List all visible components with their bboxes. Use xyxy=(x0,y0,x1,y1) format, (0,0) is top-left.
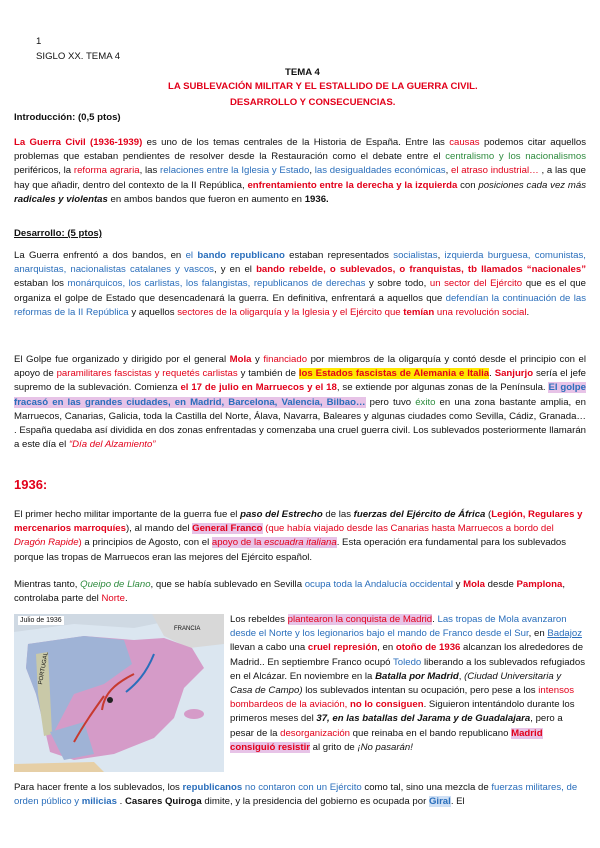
title-line-1: LA SUBLEVACIÓN MILITAR Y EL ESTALLIDO DE LA GUERRA CIVIL. xyxy=(168,81,478,92)
page-number: 1 xyxy=(36,36,42,47)
intro-heading: Introducción: (0,5 ptos) xyxy=(14,112,121,123)
map-date-label: Julio de 1936 xyxy=(20,617,62,624)
map-label-france: FRANCIA xyxy=(174,626,201,632)
desarrollo-paragraph-1: La Guerra enfrentó a dos bandos, en el bando republicano estaban representados socialistas, izquierda burguesa, comunistas, anarquistas, nacionalistas catalanes y vascos, y en el bando rebelde, o sublevados, o franquistas, tb llamados “nacionales” estaban los monárquicos, los carlistas, los falangistas, republicanos de derechas y sobre todo, un sector del Ejército que es el que organiza el golpe de Estado que desencadenará la guerra. En definitiva, enfrentará a aquellos que defendían la continuación de las reformas de la II República y aquellos sectores de la oligarquía y la Iglesia y el Ejército que temían una revolución social. xyxy=(14,250,586,318)
year-heading: 1936: xyxy=(14,477,48,492)
map-graphic xyxy=(14,614,224,772)
title-line-2: DESARROLLO Y CONSECUENCIAS. xyxy=(230,97,396,108)
paragraph-madrid: Los rebeldes plantearon la conquista de Madrid. Las tropas de Mola avanzaron desde el Norte y los legionarios bajo el mando de Franco desde el Sur, en Badajoz llevan a cabo una cruel represión, en otoño de 1936 alcanzan los alrededores de Madrid.. En septiembre Franco ocupó Toledo liberando a los sublevados refugiados en el Alcázar. En noviembre en la Batalla por Madrid, (Ciudad Universitaria y Casa de Campo) los sublevados intentan su ocupación, pero pese a los intensos bombardeos de la aviación, no lo consiguen. Siguieron intentándolo durante los primeros meses del 37, en las batallas del Jarama y de Guadalajara, pero a pesar de la desorganización que reinaba en el bando republicano Madrid consiguió resistir al grito de ¡No pasarán! xyxy=(230,614,586,753)
map-label-portugal: PORTUGAL xyxy=(38,651,50,686)
intro-paragraph: La Guerra Civil (1936-1939) es uno de los temas centrales de la Historia de España. Entre las causas podemos citar aquellos problemas que estaban pendientes de resolver desde la Restauración como el debate entre el centralismo y los nacionalismos periféricos, la reforma agraria, las relaciones entre la Iglesia y Estado, las desigualdades económicas, el atraso industrial… , a las que hay que añadir, dentro del contexto de la II República, enfrentamiento entre la derecha y la izquierda con posiciones cada vez más radicales y violentas en ambos bandos que fueron en aumento en 1936. xyxy=(14,137,587,205)
civil-war-map xyxy=(14,614,224,772)
tema-label: TEMA 4 xyxy=(285,67,320,78)
desarrollo-heading: Desarrollo: (5 ptos) xyxy=(14,228,102,239)
paragraph-republicanos: Para hacer frente a los sublevados, los republicanos no contaron con un Ejército como tal, sino una mezcla de fuerzas militares, de orden público y milicias . Casares Quiroga dimite, y la presidencia del gobierno es ocupada por Giral. El xyxy=(14,782,578,808)
paragraph-queipo: Mientras tanto, Queipo de Llano, que se había sublevado en Sevilla ocupa toda la Andalucía occidental y Mola desde Pamplona, controlaba parte del Norte. xyxy=(14,579,565,605)
page-subtitle: SIGLO XX. TEMA 4 xyxy=(36,51,121,62)
paragraph-1936: El primer hecho militar importante de la guerra fue el paso del Estrecho de las fuerzas del Ejército de África (Legión, Regulares y mercenarios marroquíes), al mando del General Franco (que había viajado desde las Canarias hasta Marruecos a bordo del Dragón Rapide) a principios de Agosto, con el apoyo de la escuadra italiana. Esta operación era fundamental para los sublevados porque las tropas de Marruecos eran las mejores del Ejército español. xyxy=(14,509,583,563)
desarrollo-paragraph-2: El Golpe fue organizado y dirigido por el general Mola y financiado por miembros de la oligarquía y contó desde el principio con el apoyo de paramilitares fascistas y requetés carlistas y también de los Estados fascistas de Alemania e Italia. Sanjurjo sería el jefe supremo de la sublevación. Comienza el 17 de julio en Marruecos y el 18, se extiende por algunas zonas de la Península. El golpe fracasó en las grandes ciudades, en Madrid, Barcelona, Valencia, Bilbao… pero tuvo éxito en una zona bastante amplia, en Marruecos, Canarias, Galicia, toda la Castilla del Norte, Álava, Navarra, Baleares y algunas ciudades como Sevilla, Cádiz, Granada… . España quedaba así dividida en dos zonas enfrentadas y comenzaba una cruel guerra civil. Los sublevados posteriormente llamarán a este día el “Día del Alzamiento” xyxy=(14,354,587,451)
